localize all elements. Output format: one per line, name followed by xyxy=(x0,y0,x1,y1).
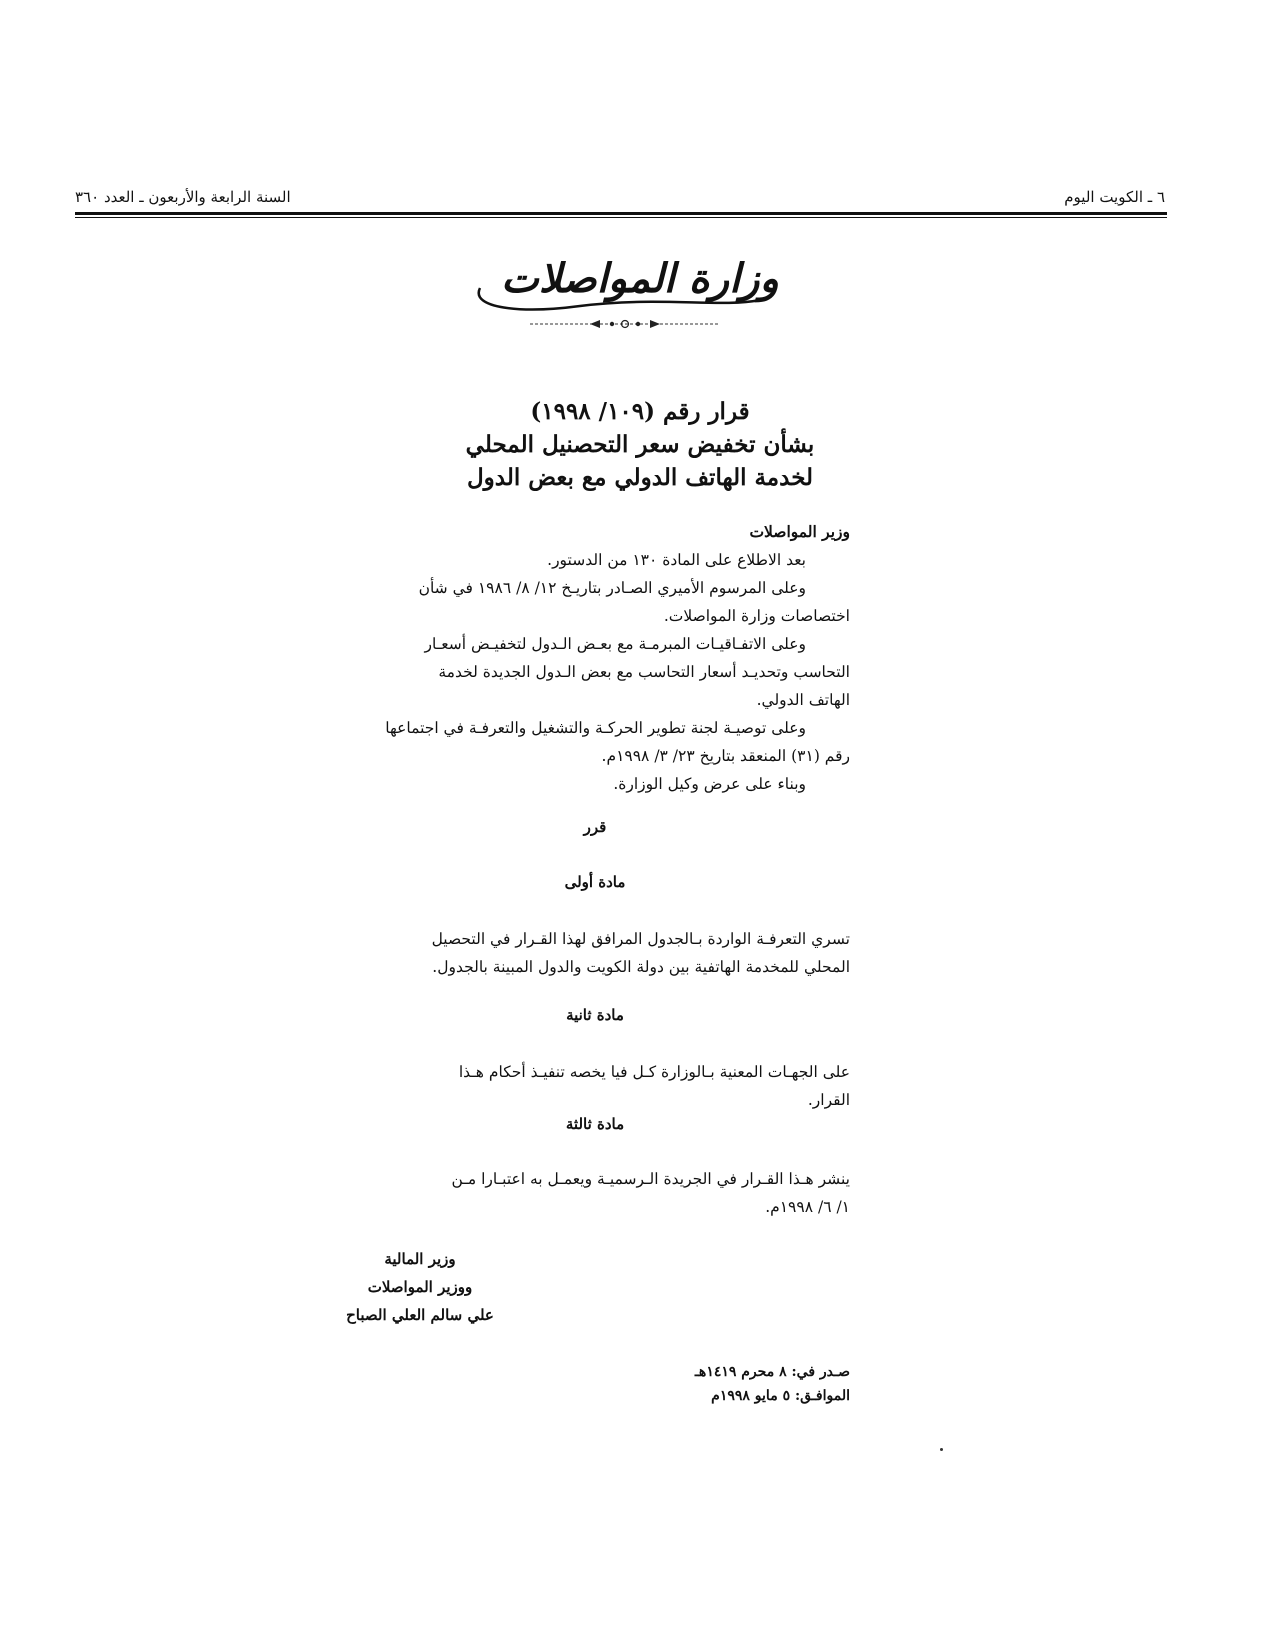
preamble-line: رقم (٣١) المنعقد بتاريخ ٢٣/ ٣/ ١٩٩٨م. xyxy=(601,747,850,765)
article-line: القرار. xyxy=(807,1091,850,1109)
preamble-line: التحاسب وتحديـد أسعار التحاسب مع بعض الـدول الجديدة لخدمة xyxy=(438,663,850,681)
article-line: ينشر هـذا القـرار في الجريدة الـرسميـة ويعمـل به اعتبـارا مـن xyxy=(451,1170,850,1188)
article-line: المحلي للمخدمة الهاتفية بين دولة الكويت والدول المبينة بالجدول. xyxy=(432,958,850,976)
header-rule-thin xyxy=(75,217,1167,218)
scan-speck xyxy=(940,1448,943,1451)
signatory-title1: وزير المالية xyxy=(384,1250,456,1268)
logo-text: وزارة المواصلات xyxy=(501,255,779,302)
decree-subject-line2: لخدمة الهاتف الدولي مع بعض الدول xyxy=(466,464,814,491)
preamble-line: وعلى توصيـة لجنة تطوير الحركـة والتشغيل والتعرفـة في اجتماعها xyxy=(385,719,806,737)
issuing-authority: وزير المواصلات xyxy=(749,522,850,541)
issued-gregorian-date: الموافـق: ٥ مايو ١٩٩٨م xyxy=(711,1388,850,1404)
signatory-name: علي سالم العلي الصباح xyxy=(346,1306,494,1324)
article3-heading: مادة ثالثة xyxy=(565,1115,625,1133)
signatory-title2: ووزير المواصلات xyxy=(367,1278,473,1296)
decree-title xyxy=(380,395,900,494)
article1-text xyxy=(340,925,850,981)
article-line: ١/ ٦/ ١٩٩٨م. xyxy=(765,1198,850,1216)
preamble xyxy=(340,518,850,798)
divider-ornament xyxy=(530,318,720,330)
article3-text xyxy=(340,1165,850,1221)
decided-heading: قرر xyxy=(583,818,607,836)
preamble-line: وعلى المرسوم الأميري الصـادر بتاريـخ ١٢/ ٨/ ١٩٨٦ في شأن xyxy=(418,579,806,597)
decree-number: قرار رقم (١٠٩/ ١٩٩٨) xyxy=(530,398,750,425)
issued-hijri-date: صـدر في: ٨ محرم ١٤١٩هـ xyxy=(694,1364,850,1380)
page-reference: ٦ ـ الكويت اليوم xyxy=(1064,188,1165,206)
issue-dates xyxy=(640,1360,850,1408)
preamble-line: بعد الاطلاع على المادة ١٣٠ من الدستور. xyxy=(547,551,806,569)
ministry-calligraphy-logo xyxy=(460,248,820,318)
article-line: على الجهـات المعنية بـالوزارة كـل فيا يخصه تنفيـذ أحكام هـذا xyxy=(458,1063,850,1081)
preamble-line: اختصاصات وزارة المواصلات. xyxy=(663,607,850,625)
signature-block xyxy=(330,1245,510,1329)
header-rule-thick xyxy=(75,212,1167,215)
article2-heading: مادة ثانية xyxy=(566,1006,624,1024)
preamble-line: وعلى الاتفـاقيـات المبرمـة مع بعـض الـدول لتخفيـض أسعـار xyxy=(424,635,806,653)
preamble-line: وبناء على عرض وكيل الوزارة. xyxy=(613,775,806,793)
article-line: تسري التعرفـة الواردة بـالجدول المرافق لهذا القـرار في التحصيل xyxy=(431,930,850,948)
article2-text xyxy=(340,1058,850,1114)
article1-heading: مادة أولى xyxy=(564,873,626,891)
issue-reference: السنة الرابعة والأربعون ـ العدد ٣٦٠ xyxy=(75,188,291,206)
page-header xyxy=(75,188,1165,212)
preamble-line: الهاتف الدولي. xyxy=(756,691,850,709)
decree-subject-line1: بشأن تخفيض سعر التحصنيل المحلي xyxy=(465,431,815,458)
